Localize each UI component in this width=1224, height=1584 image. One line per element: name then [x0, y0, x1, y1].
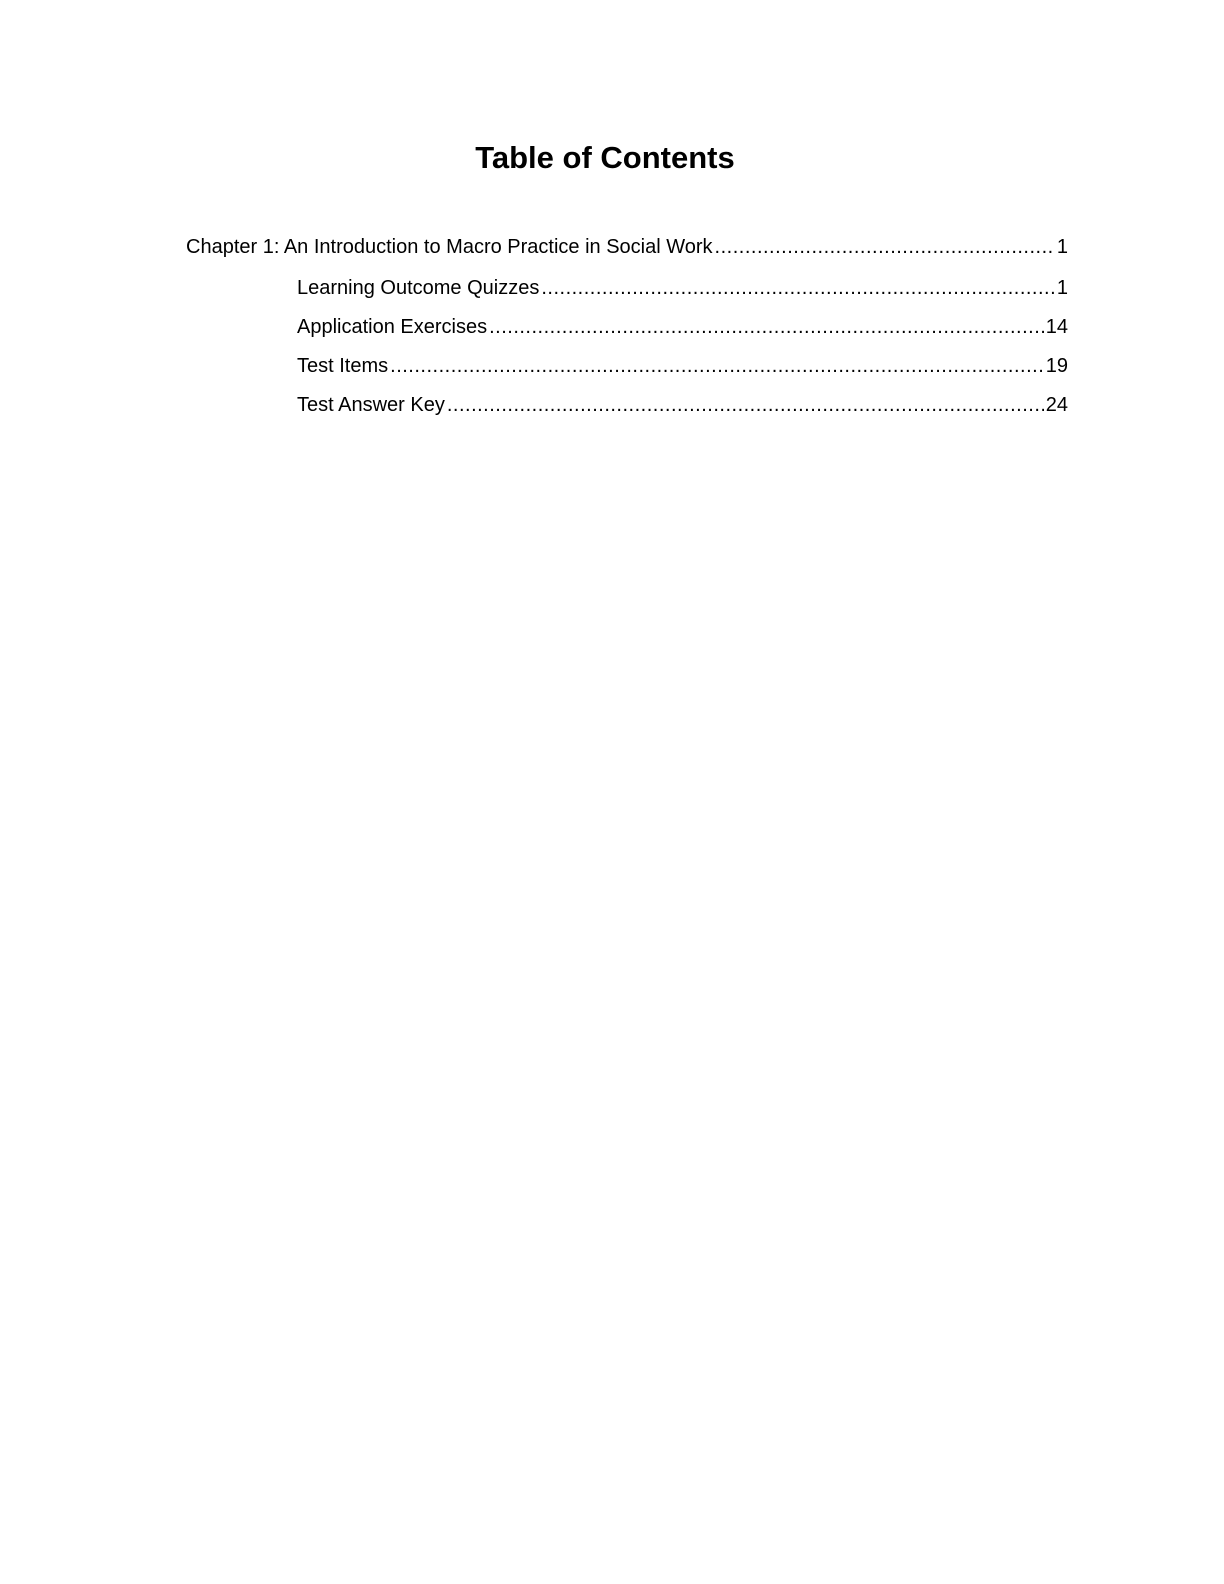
- page-title: Table of Contents: [475, 140, 735, 175]
- toc-entry-label: Test Items: [297, 355, 389, 377]
- toc-page-number: 1: [1056, 277, 1068, 299]
- toc-dot-leader: [541, 277, 1055, 300]
- toc-page-number: 14: [1045, 316, 1068, 338]
- toc-page-number: 19: [1045, 355, 1068, 377]
- toc-dot-leader: [447, 394, 1044, 417]
- toc-entry-label: Learning Outcome Quizzes: [297, 277, 540, 299]
- toc-entry-test-items[interactable]: [186, 355, 1068, 394]
- toc-page-number: 1: [1056, 236, 1068, 258]
- toc-entry-application-exercises[interactable]: [186, 316, 1068, 355]
- toc-entry-label: Test Answer Key: [297, 394, 445, 416]
- toc-dot-leader: [715, 236, 1055, 259]
- toc-page-number: 24: [1045, 394, 1068, 416]
- toc-dot-leader: [390, 355, 1044, 378]
- toc-entry-learning-outcome-quizzes[interactable]: [186, 277, 1068, 316]
- table-of-contents: [186, 236, 1068, 433]
- toc-entry-test-answer-key[interactable]: [186, 394, 1068, 433]
- toc-dot-leader: [489, 316, 1044, 339]
- toc-entry-label: Application Exercises: [297, 316, 488, 338]
- toc-entry-chapter-1[interactable]: [186, 236, 1068, 277]
- toc-entry-label: Chapter 1: An Introduction to Macro Practice in Social Work: [186, 236, 713, 258]
